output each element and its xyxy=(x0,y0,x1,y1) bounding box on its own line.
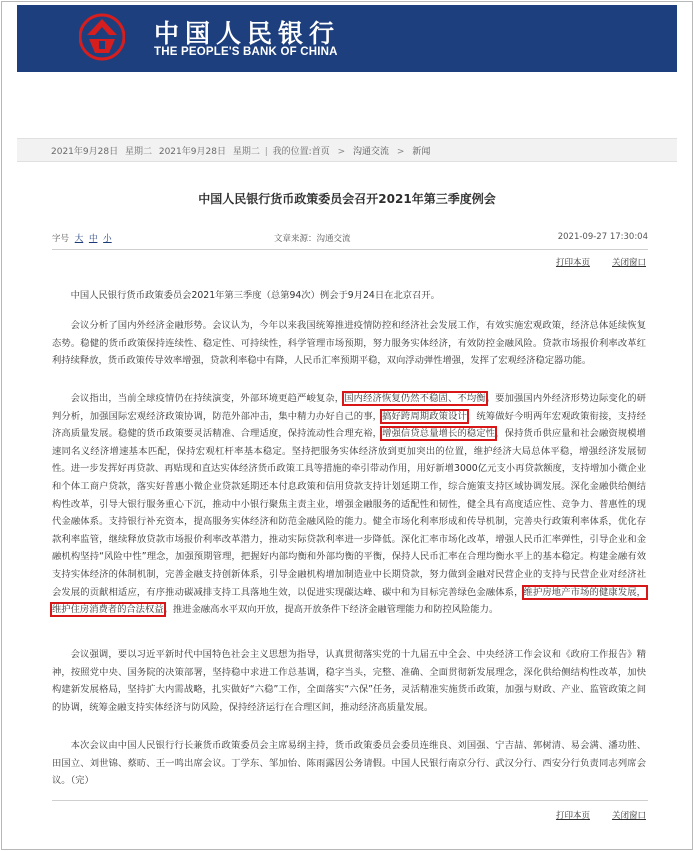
close-window-link[interactable]: 关闭窗口 xyxy=(611,258,646,268)
date-2: 2021年9月28日 xyxy=(158,147,226,157)
divider xyxy=(52,800,648,801)
paragraph-text: 会议指出，当前全球疫情仍在持续演变，外部环境更趋严峻复杂， xyxy=(70,393,345,404)
breadcrumb-current-link[interactable]: 新闻 xyxy=(412,147,431,157)
article-datetime: 2021-09-27 17:30:04 xyxy=(557,232,648,242)
breadcrumb xyxy=(51,144,430,157)
font-size-small-option[interactable]: 小 xyxy=(103,234,112,244)
font-size-large-option[interactable]: 大 xyxy=(74,234,84,244)
chevron-right-icon: > xyxy=(396,147,405,157)
highlighted-phrase: 搞好跨周期政策设计 xyxy=(382,410,467,422)
font-size-control xyxy=(52,232,112,244)
article-paragraph-4: 会议强调，要以习近平新时代中国特色社会主义思想为指导，认真贯彻落实党的十九届五中全会、中央经济工作会议和《政府工作报告》精神，按照党中央、国务院的决策部署，坚持稳中求进工作总基调，稳字当头，完整、准确、全面贯彻新发展理念，深化供给侧结构性改革，加快构建新发展格局，坚持扩大内需战略，扎实做好“六稳”工作，全面落实“六保”任务，灵活精准实施货币政策，加强与财政、产业、监管政策之间的协调，统筹金融支持实体经济与防风险，保持经济运行在合理区间，推动经济高质量发展。 xyxy=(52,649,646,713)
font-size-label: 字号 xyxy=(52,234,70,244)
bank-name-cn[interactable]: 中国人民银行 xyxy=(154,19,341,48)
bank-name-en[interactable]: THE PEOPLE'S BANK OF CHINA xyxy=(154,46,338,58)
chevron-right-icon: > xyxy=(337,147,346,157)
breadcrumb-home-link[interactable]: 首页 xyxy=(311,147,330,157)
print-link[interactable]: 打印本页 xyxy=(555,258,590,268)
weekday-1: 星期二 xyxy=(124,147,152,157)
highlighted-phrase: 增强信贷总量增长的稳定性 xyxy=(382,428,496,440)
breadcrumb-bar xyxy=(17,138,677,162)
print-link[interactable]: 打印本页 xyxy=(555,811,590,821)
location-label: 我的位置: xyxy=(272,147,312,157)
paragraph-text: ，保持货币供应量和社会融资规模增速同名义经济增速基本匹配，保持宏观杠杆率基本稳定。坚持把服务实体经济放到更加突出的位置，维护经济大局总体平稳，增强经济发展韧性。进一步发挥好再贷款、再贴现和直达实体经济货币政策工具等措施的牵引带动作用，用好新增3000亿元支小再贷款额度，支持增加小微企业和个体工商户贷款，落实好普惠小微企业贷款延期还本付息政策和信用贷款支持计划延期工作，综合施策支持区域协调发展。深化金融供给侧结构性改革，引导大银行服务重心下沉，推动中小银行聚焦主责主业，增强金融服务的适配性和韧性，健全具有高度适应性、竞争力、普惠性的现代金融体系。支持银行补充资本，提高服务实体经济和防范金融风险的能力。健全市场化利率形成和传导机制，完善央行政策利率体系，优化存款利率监管，继续释放贷款市场报价利率改革潜力，推动实际贷款利率进一步降低。深化汇率市场化改革，增强人民币汇率弹性，引导企业和金融机构坚持“风险中性”理念，加强预期管理，把握好内部均衡和外部均衡的平衡，保持人民币汇率在合理均衡水平上的基本稳定。构建金融有效支持实体经济的体制机制，完善金融支持创新体系，引导金融机构增加制造业中长期贷款，努力做到金融对民营企业的支持与民营企业对经济社会发展的贡献相适应，有序推动碳减排支持工具落地生效，以促进实现碳达峰、碳中和为目标完善绿色金融体系， xyxy=(52,428,646,598)
paragraph-text: 。要加强国内外经济形势边际变化的研判分析，加强国际宏观经济政策协调，防范外部冲击，集中精力办好自己的事， xyxy=(52,393,646,422)
paragraph-text: ，统筹做好今明两年宏观政策衔接，支持经济高质量发展。稳健的货币政策要灵活精准、合理适度，保持流动性合理充裕， xyxy=(52,410,646,440)
close-window-link[interactable]: 关闭窗口 xyxy=(611,811,646,821)
weekday-2: 星期二 xyxy=(232,147,260,157)
highlighted-phrase: 国内经济恢复仍然不稳固、不均衡 xyxy=(344,393,486,404)
article-paragraph-3 xyxy=(52,390,646,619)
date-1: 2021年9月28日 xyxy=(51,147,119,157)
site-header xyxy=(17,5,677,72)
breadcrumb-section-link[interactable]: 沟通交流 xyxy=(353,147,390,157)
pboc-emblem-icon[interactable] xyxy=(79,13,125,61)
paragraph-text: 。推进金融高水平双向开放，提高开放条件下经济金融管理能力和防控风险能力。 xyxy=(163,604,499,616)
article-meta xyxy=(52,232,648,246)
article-source: 文章来源：沟通交流 xyxy=(274,234,351,244)
article-paragraph-1: 中国人民银行货币政策委员会2021年第三季度（总第94次）例会于9月24日在北京召开。 xyxy=(70,290,440,301)
divider: | xyxy=(264,147,268,157)
page-actions-bottom xyxy=(534,809,646,821)
article-title: 中国人民银行货币政策委员会召开2021年第三季度例会 xyxy=(198,192,496,206)
article-paragraph-2: 会议分析了国内外经济金融形势。会议认为，今年以来我国统筹推进疫情防控和经济社会发展工作，有效实施宏观政策，经济总体延续恢复态势。稳健的货币政策保持连续性、稳定性、可持续性，科学管理市场预期，努力服务实体经济，有效防控金融风险。贷款市场报价利率改革红利持续释放，货币政策传导效率增强，贷款利率稳中有降，人民币汇率预期平稳，双向浮动弹性增强，发挥了宏观经济稳定器功能。 xyxy=(52,320,646,367)
highlighted-phrase: 维护房地产市场的健康发展，维护住房消费者的合法权益 xyxy=(52,586,646,616)
article-paragraph-5: 本次会议由中国人民银行行长兼货币政策委员会主席易纲主持，货币政策委员会委员连维良、刘国强、宁吉喆、郭树清、易会满、潘功胜、田国立、刘世锦、蔡昉、王一鸣出席会议。丁学东、邹加怡、陈雨露因公务请假。中国人民银行南京分行、武汉分行、西安分行负责同志列席会议。（完） xyxy=(52,740,646,787)
font-size-medium-option[interactable]: 中 xyxy=(88,234,98,244)
divider xyxy=(52,249,648,250)
page-actions-top xyxy=(534,256,646,268)
